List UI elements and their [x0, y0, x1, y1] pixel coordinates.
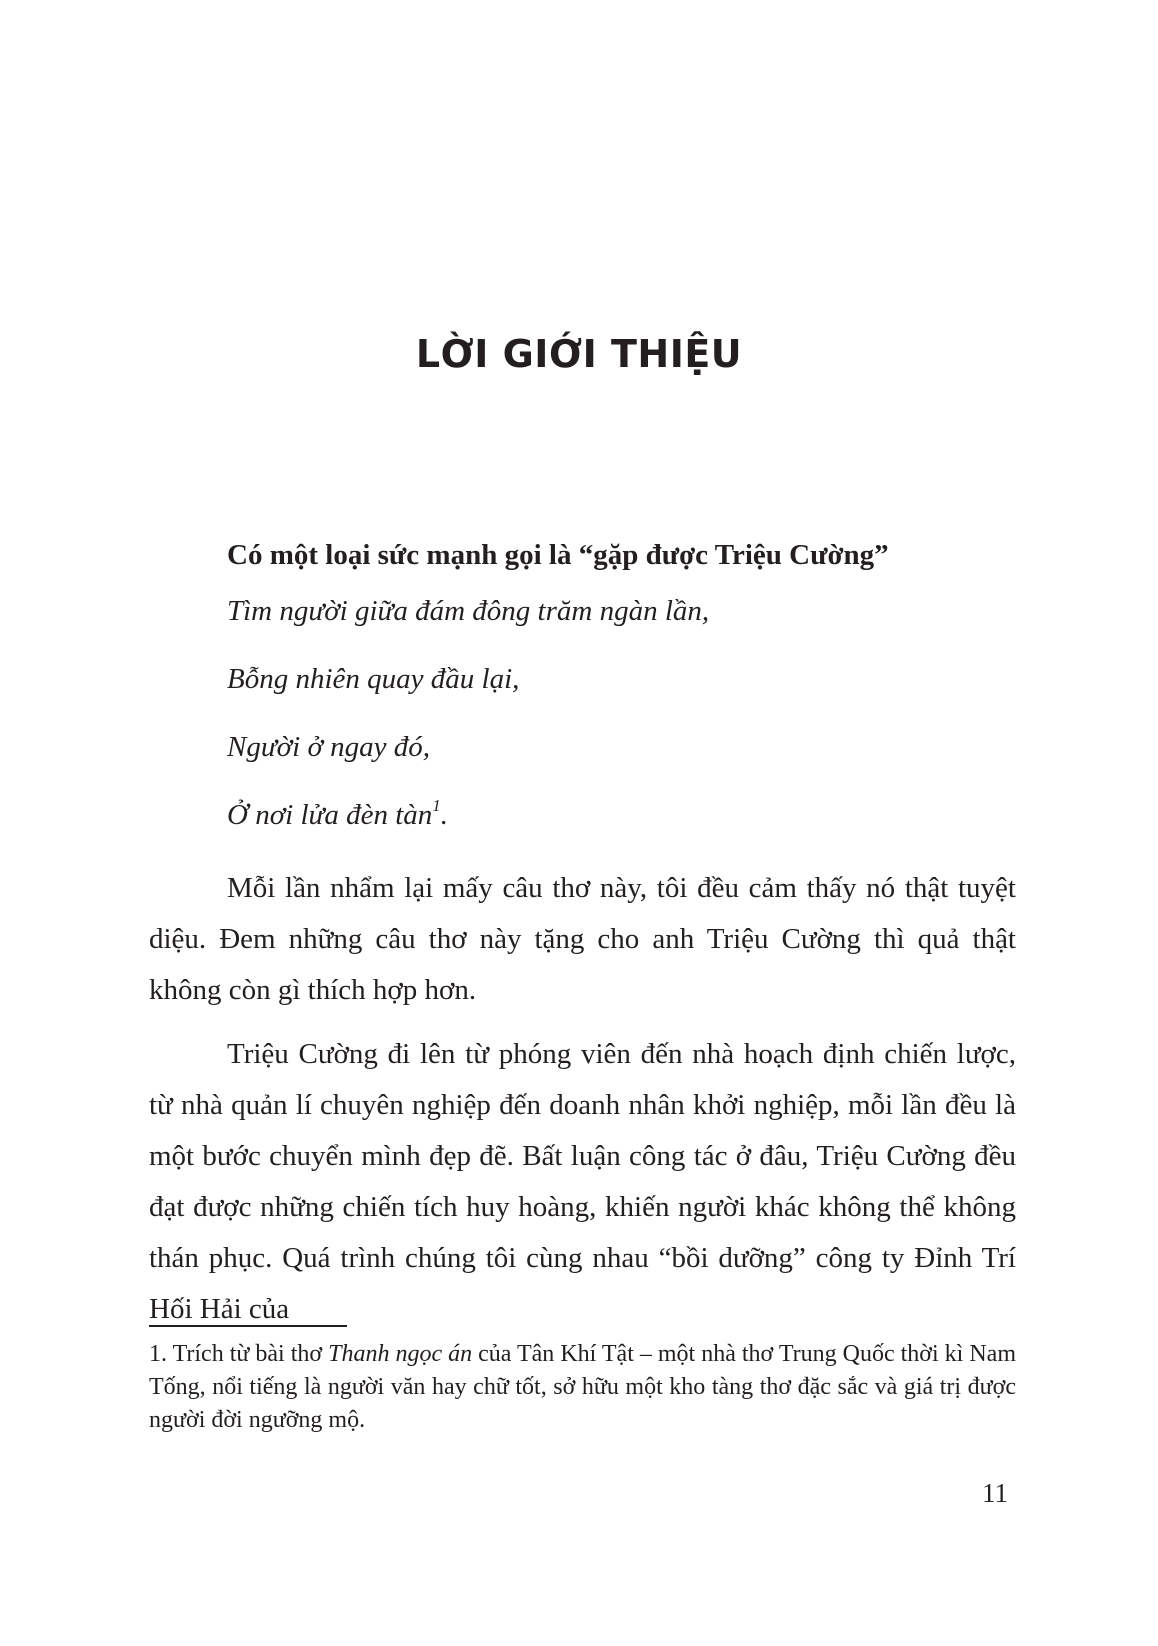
section-heading: Có một loại sức mạnh gọi là “gặp được Triệu Cường” [227, 539, 889, 571]
body-paragraph: Triệu Cường đi lên từ phóng viên đến nhà hoạch định chiến lược, từ nhà quản lí chuyên nghiệp đến doanh nhân khởi nghiệp, mỗi lần đều là một bước chuyển mình đẹp đẽ. Bất luận công tác ở đâu, Triệu Cường đều đạt được những chiến tích huy hoàng, khiến người khác không thể không thán phục. Quá trình chúng tôi cùng nhau “bồi dưỡng” công ty Đỉnh Trí Hối Hải của [149, 1038, 1016, 1325]
page-title: LỜI GIỚI THIỆU [415, 332, 743, 376]
body-text [149, 535, 1016, 1335]
body-paragraph: Mỗi lần nhẩm lại mấy câu thơ này, tôi đều cảm thấy nó thật tuyệt diệu. Đem những câu thơ này tặng cho anh Triệu Cường thì quả thật không còn gì thích hợp hơn. [149, 872, 1016, 1006]
footnote [149, 1338, 1016, 1437]
poem-line: Người ở ngay đó, [227, 731, 431, 763]
footnote-prefix: 1. Trích từ bài thơ [149, 1341, 329, 1367]
poem-line-last [227, 795, 1016, 835]
footnote-work-title: Thanh ngọc án [328, 1341, 473, 1367]
footnote-reference[interactable]: 1 [432, 796, 441, 816]
poem-line-punctuation: . [440, 799, 449, 831]
page-number: 11 [982, 1478, 1008, 1508]
poem [227, 591, 1016, 835]
poem-line-text: Ở nơi lửa đèn tàn [227, 799, 433, 831]
footnote-text: của Tân Khí Tật – một nhà thơ Trung Quốc thời kì Nam Tống, nổi tiếng là người văn hay chữ tốt, sở hữu một kho tàng thơ đặc sắc và giá trị được người đời ngưỡng mộ. [149, 1341, 1016, 1433]
poem-line: Bỗng nhiên quay đầu lại, [227, 663, 520, 695]
poem-line: Tìm người giữa đám đông trăm ngàn lần, [227, 595, 710, 627]
footnote-divider [149, 1325, 347, 1327]
